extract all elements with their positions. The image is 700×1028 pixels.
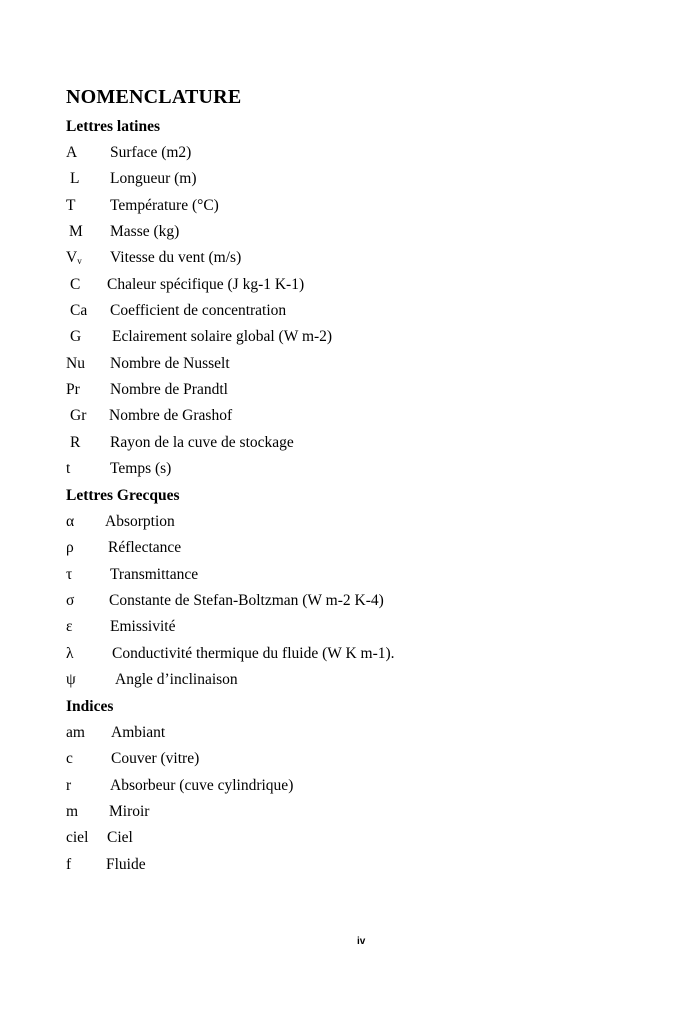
- description: Ciel: [107, 829, 133, 846]
- symbol: λ: [66, 645, 74, 662]
- description: Longueur (m): [110, 170, 197, 187]
- symbol: τ: [66, 566, 73, 583]
- section-heading-indices: Indices: [66, 698, 114, 715]
- page-number: iv: [357, 936, 366, 947]
- description: Temps (s): [110, 460, 172, 477]
- symbol: Nu: [66, 355, 85, 372]
- description: Réflectance: [108, 539, 182, 556]
- description: Fluide: [106, 856, 146, 873]
- symbol: am: [66, 724, 85, 741]
- symbol: σ: [66, 592, 75, 609]
- description: Conductivité thermique du fluide (W K m-1).: [112, 645, 395, 662]
- symbol-subscript: v: [77, 256, 82, 266]
- symbol: r: [66, 777, 72, 794]
- description: Absorption: [105, 513, 175, 530]
- symbol: Ca: [70, 302, 88, 319]
- description: Absorbeur (cuve cylindrique): [110, 777, 294, 794]
- description: Nombre de Prandtl: [110, 381, 228, 398]
- description: Eclairement solaire global (W m-2): [112, 328, 333, 345]
- symbol: M: [69, 223, 83, 240]
- description: Surface (m2): [110, 144, 192, 161]
- symbol-base: V: [66, 249, 78, 266]
- page-title: NOMENCLATURE: [66, 86, 242, 108]
- description: Rayon de la cuve de stockage: [110, 434, 294, 451]
- symbol: ρ: [66, 539, 74, 556]
- symbol: Pr: [66, 381, 80, 398]
- symbol: α: [66, 513, 75, 530]
- description: Constante de Stefan-Boltzman (W m-2 K-4): [109, 592, 384, 609]
- symbol: Gr: [70, 407, 87, 424]
- symbol: f: [66, 856, 72, 873]
- description: Température (°C): [110, 197, 219, 214]
- description: Couver (vitre): [111, 750, 200, 767]
- symbol: C: [70, 276, 81, 293]
- symbol: A: [66, 144, 78, 161]
- description: Transmittance: [110, 566, 199, 583]
- description: Angle d’inclinaison: [115, 671, 238, 688]
- symbol: c: [66, 750, 73, 767]
- symbol: T: [66, 197, 76, 214]
- symbol: t: [66, 460, 71, 477]
- symbol: R: [70, 434, 81, 451]
- symbol: ciel: [66, 829, 89, 846]
- description: Emissivité: [110, 618, 176, 635]
- symbol: ψ: [66, 671, 76, 688]
- description: Coefficient de concentration: [110, 302, 287, 319]
- description: Vitesse du vent (m/s): [110, 249, 242, 266]
- section-heading-latin: Lettres latines: [66, 118, 160, 135]
- section-heading-greek: Lettres Grecques: [66, 487, 180, 504]
- symbol: ε: [66, 618, 73, 635]
- symbol: G: [70, 328, 82, 345]
- description: Nombre de Grashof: [109, 407, 233, 424]
- symbol: m: [66, 803, 79, 820]
- symbol: L: [70, 170, 80, 187]
- description: Chaleur spécifique (J kg-1 K-1): [107, 276, 305, 293]
- description: Miroir: [109, 803, 150, 820]
- description: Masse (kg): [110, 223, 180, 240]
- description: Ambiant: [111, 724, 166, 741]
- description: Nombre de Nusselt: [110, 355, 230, 372]
- symbol: [66, 249, 82, 267]
